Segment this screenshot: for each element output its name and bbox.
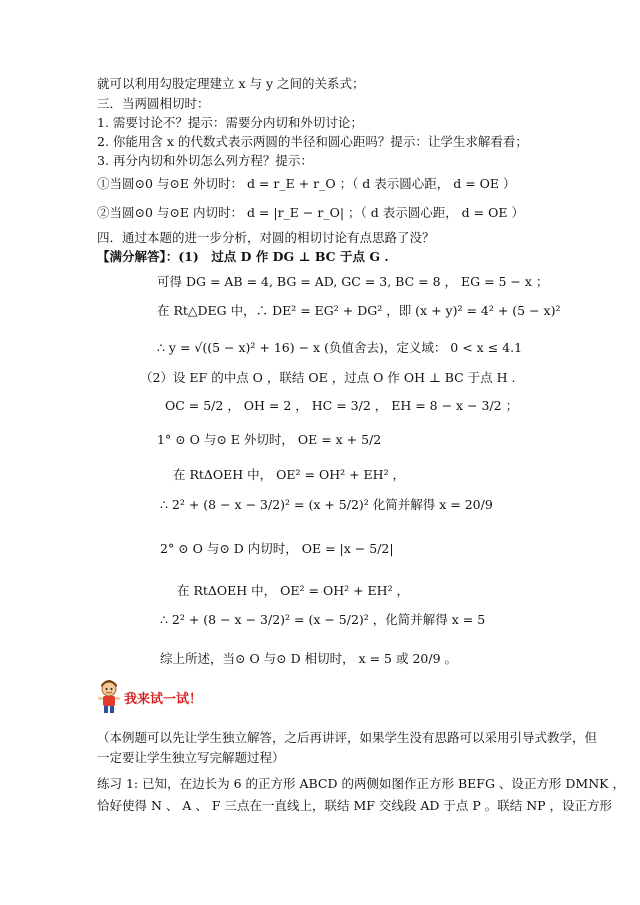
line-23: 一定要让学生独立写完解题过程） (97, 750, 285, 765)
line-25: 恰好使得 N 、 A 、 F 三点在一直线上，联结 MF 交线段 AD 于点 P 。联结 NP ，设正方形 (97, 798, 613, 813)
line-10: 可得 DG = AB = 4, BG = AD, GC = 3, BC = 8 ， EG = 5 − x ； (157, 274, 549, 289)
line-16: 在 RtΔOEH 中， OE² = OH² + EH² ， (173, 467, 406, 482)
line-2: 三．当两圆相切时： (97, 96, 210, 111)
line-9: 【满分解答】：(1) 过点 D 作 DG ⊥ BC 于点 G . (97, 249, 389, 264)
line-21: 综上所述，当⊙ O 与⊙ D 相切时， x = 5 或 20/9 。 (160, 651, 457, 666)
student-mascot-icon (96, 680, 122, 714)
line-24: 练习 1: 已知，在边长为 6 的正方形 ABCD 的两侧如图作正方形 BEFG 、设正方形 DMNK ， (97, 776, 625, 791)
line-19: 在 RtΔOEH 中， OE² = OH² + EH² ， (177, 583, 410, 598)
line-13: （2）设 EF 的中点 O ，联结 OE ，过点 O 作 OH ⊥ BC 于点 H . (140, 370, 516, 385)
line-8: 四．通过本题的进一步分析，对圆的相切讨论有点思路了没？ (97, 230, 435, 245)
line-12: ∴ y = √((5 − x)² + 16) − x (负值舍去)，定义域： 0 < x ≤ 4.1 (157, 340, 523, 355)
line-1: 就可以利用勾股定理建立 x 与 y 之间的关系式； (97, 76, 365, 91)
line-14: OC = 5/2 ， OH = 2 ， HC = 3/2 ， EH = 8 − x − 3/2 ； (165, 398, 519, 413)
line-6: ①当圆⊙0 与⊙E 外切时： d = r_E + r_O ；（ d 表示圆心距， d = OE ） (97, 176, 516, 191)
line-11: 在 Rt△DEG 中，∴ DE² = EG² + DG² ，即 (x + y)² = 4² + (5 − x)² (157, 303, 561, 318)
line-7: ②当圆⊙0 与⊙E 内切时： d = |r_E − r_O| ；（ d 表示圆心距， d = OE ） (97, 205, 524, 220)
line-18: 2° ⊙ O 与⊙ D 内切时， OE = |x − 5/2| (160, 541, 394, 556)
line-17: ∴ 2² + (8 − x − 3/2)² = (x + 5/2)² 化简并解得 x = 20/9 (160, 497, 493, 512)
line-4: 2. 你能用含 x 的代数式表示两圆的半径和圆心距吗？提示：让学生求解看看； (97, 134, 528, 149)
line-3: 1. 需要讨论不？提示：需要分内切和外切讨论； (97, 115, 363, 130)
line-5: 3. 再分内切和外切怎么列方程？提示： (97, 153, 313, 168)
line-20: ∴ 2² + (8 − x − 3/2)² = (x − 5/2)² ，化简并解得 x = 5 (160, 612, 486, 627)
badge-label: 我来试一试！ (124, 691, 203, 707)
line-22: （本例题可以先让学生独立解答，之后再讲评，如果学生没有思路可以采用引导式教学，但 (97, 730, 598, 745)
line-15: 1° ⊙ O 与⊙ E 外切时， OE = x + 5/2 (157, 432, 382, 447)
try-it-badge (96, 680, 202, 714)
